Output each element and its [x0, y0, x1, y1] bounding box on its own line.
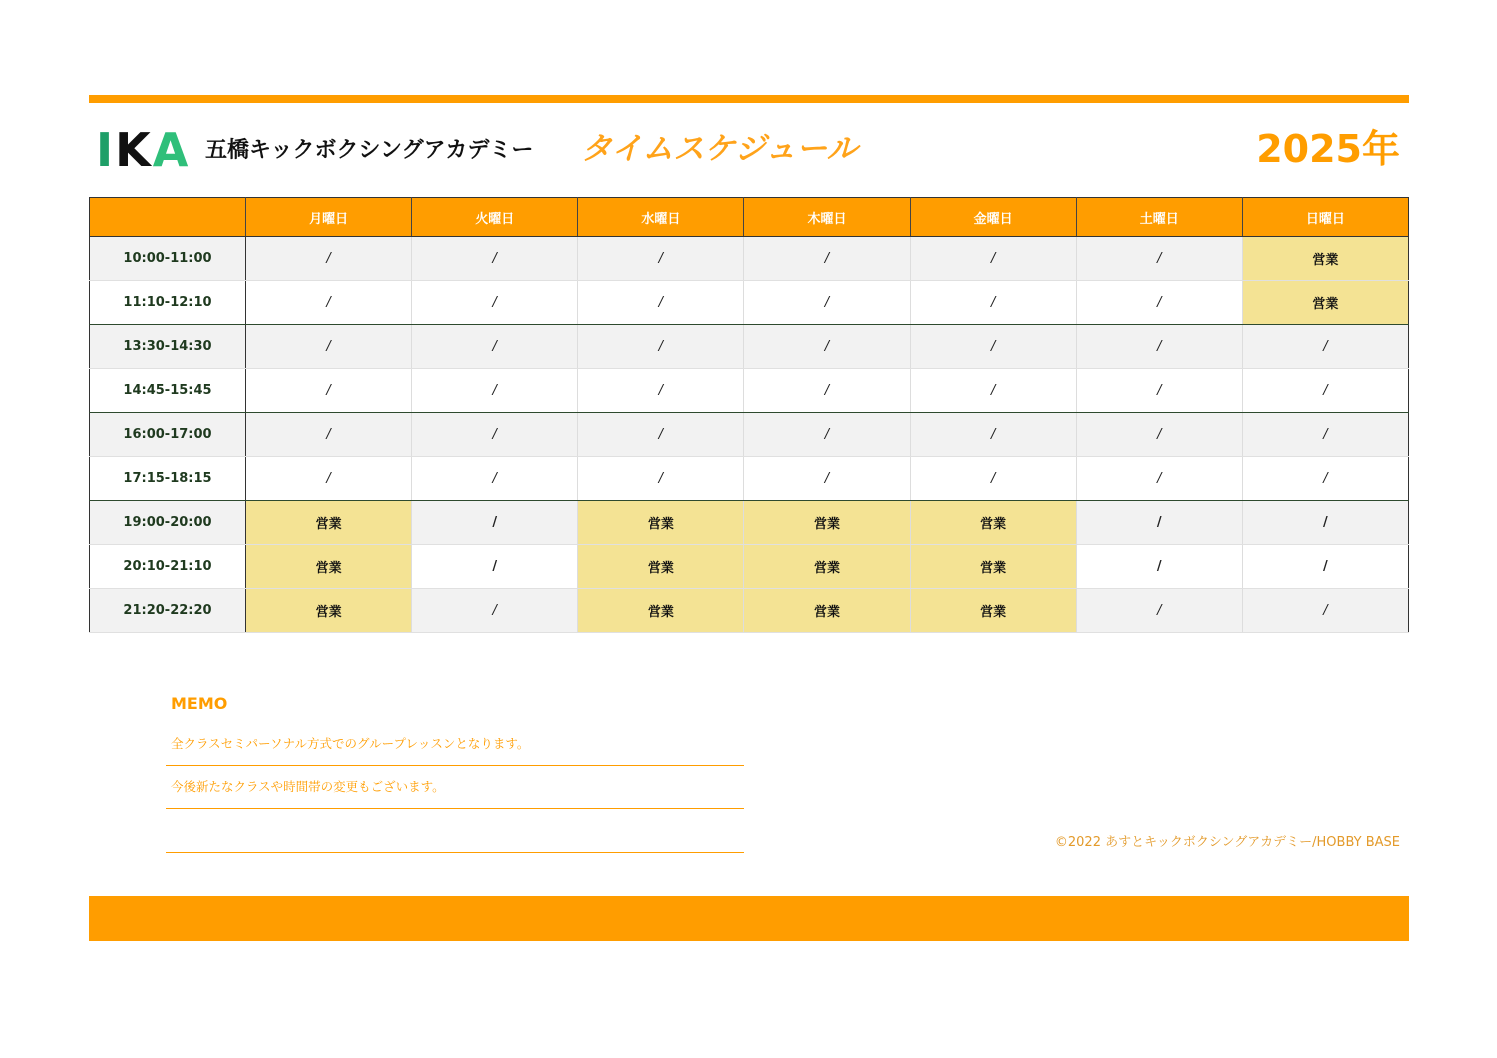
- closed-cell: /: [246, 325, 412, 369]
- corner-header-cell: [90, 198, 246, 237]
- schedule-row: [90, 589, 1409, 633]
- closed-cell: /: [412, 369, 578, 413]
- time-slot-label: 14:45-15:45: [90, 369, 246, 413]
- time-slot-label: 17:15-18:15: [90, 457, 246, 501]
- open-cell: 営業: [246, 501, 412, 545]
- open-cell: 営業: [744, 589, 910, 633]
- closed-cell: /: [1242, 589, 1408, 633]
- day-header-sun: 日曜日: [1242, 198, 1408, 237]
- bottom-accent-bar: [89, 896, 1409, 941]
- closed-cell: /: [412, 501, 578, 545]
- closed-cell: /: [1242, 413, 1408, 457]
- closed-cell: /: [1076, 325, 1242, 369]
- memo-line: [166, 809, 744, 853]
- closed-cell: /: [910, 281, 1076, 325]
- memo-text: 全クラスセミパーソナル方式でのグループレッスンとなります。: [171, 736, 530, 751]
- time-slot-label: 16:00-17:00: [90, 413, 246, 457]
- closed-cell: /: [578, 413, 744, 457]
- closed-cell: /: [578, 457, 744, 501]
- schedule-row: [90, 237, 1409, 281]
- closed-cell: /: [246, 281, 412, 325]
- schedule-row: [90, 457, 1409, 501]
- closed-cell: /: [744, 237, 910, 281]
- closed-cell: /: [1076, 413, 1242, 457]
- closed-cell: /: [246, 369, 412, 413]
- closed-cell: /: [578, 281, 744, 325]
- open-cell: 営業: [578, 545, 744, 589]
- closed-cell: /: [1242, 325, 1408, 369]
- closed-cell: /: [910, 413, 1076, 457]
- closed-cell: /: [412, 325, 578, 369]
- time-slot-label: 11:10-12:10: [90, 281, 246, 325]
- closed-cell: /: [246, 413, 412, 457]
- memo-line: [166, 765, 744, 809]
- closed-cell: /: [1076, 237, 1242, 281]
- closed-cell: /: [744, 325, 910, 369]
- closed-cell: /: [246, 237, 412, 281]
- schedule-row: [90, 501, 1409, 545]
- schedule-title: タイムスケジュール: [581, 131, 858, 167]
- closed-cell: /: [1076, 457, 1242, 501]
- time-slot-label: 13:30-14:30: [90, 325, 246, 369]
- closed-cell: /: [1242, 545, 1408, 589]
- time-slot-label: 19:00-20:00: [90, 501, 246, 545]
- academy-name: 五橋キックボクシングアカデミー: [205, 138, 534, 163]
- top-accent-bar: [89, 95, 1409, 103]
- closed-cell: /: [578, 325, 744, 369]
- closed-cell: /: [1076, 545, 1242, 589]
- day-header-tue: 火曜日: [412, 198, 578, 237]
- closed-cell: /: [910, 237, 1076, 281]
- schedule-row: [90, 325, 1409, 369]
- day-header-mon: 月曜日: [246, 198, 412, 237]
- open-cell: 営業: [744, 501, 910, 545]
- schedule-year: 2025年: [1256, 127, 1400, 171]
- closed-cell: /: [744, 413, 910, 457]
- memo-title: MEMO: [171, 694, 228, 713]
- closed-cell: /: [412, 545, 578, 589]
- day-header-thu: 木曜日: [744, 198, 910, 237]
- copyright-text: ©2022 あすとキックボクシングアカデミー/HOBBY BASE: [1054, 835, 1400, 850]
- day-header-fri: 金曜日: [910, 198, 1076, 237]
- closed-cell: /: [1242, 457, 1408, 501]
- open-cell: 営業: [578, 589, 744, 633]
- time-slot-label: 20:10-21:10: [90, 545, 246, 589]
- closed-cell: /: [412, 589, 578, 633]
- closed-cell: /: [246, 457, 412, 501]
- time-slot-label: 21:20-22:20: [90, 589, 246, 633]
- time-slot-label: 10:00-11:00: [90, 237, 246, 281]
- open-cell: 営業: [910, 501, 1076, 545]
- schedule-row: [90, 413, 1409, 457]
- closed-cell: /: [412, 281, 578, 325]
- open-cell: 営業: [1242, 237, 1408, 281]
- day-header-sat: 土曜日: [1076, 198, 1242, 237]
- day-header-row: [90, 198, 1409, 237]
- schedule-row: [90, 545, 1409, 589]
- closed-cell: /: [412, 457, 578, 501]
- closed-cell: /: [910, 325, 1076, 369]
- schedule-row: [90, 369, 1409, 413]
- schedule-table: [89, 197, 1409, 633]
- ika-logo: IKA: [96, 123, 191, 177]
- open-cell: 営業: [910, 545, 1076, 589]
- closed-cell: /: [1076, 281, 1242, 325]
- closed-cell: /: [412, 237, 578, 281]
- closed-cell: /: [578, 237, 744, 281]
- closed-cell: /: [578, 369, 744, 413]
- closed-cell: /: [910, 369, 1076, 413]
- closed-cell: /: [412, 413, 578, 457]
- memo-line: [166, 722, 744, 766]
- closed-cell: /: [910, 457, 1076, 501]
- schedule-row: [90, 281, 1409, 325]
- open-cell: 営業: [910, 589, 1076, 633]
- day-header-wed: 水曜日: [578, 198, 744, 237]
- closed-cell: /: [744, 369, 910, 413]
- memo-text: 今後新たなクラスや時間帯の変更もございます。: [171, 779, 445, 794]
- closed-cell: /: [1076, 369, 1242, 413]
- open-cell: 営業: [744, 545, 910, 589]
- closed-cell: /: [1076, 501, 1242, 545]
- closed-cell: /: [744, 281, 910, 325]
- closed-cell: /: [1076, 589, 1242, 633]
- open-cell: 営業: [1242, 281, 1408, 325]
- open-cell: 営業: [246, 589, 412, 633]
- closed-cell: /: [1242, 369, 1408, 413]
- closed-cell: /: [744, 457, 910, 501]
- closed-cell: /: [1242, 501, 1408, 545]
- open-cell: 営業: [246, 545, 412, 589]
- open-cell: 営業: [578, 501, 744, 545]
